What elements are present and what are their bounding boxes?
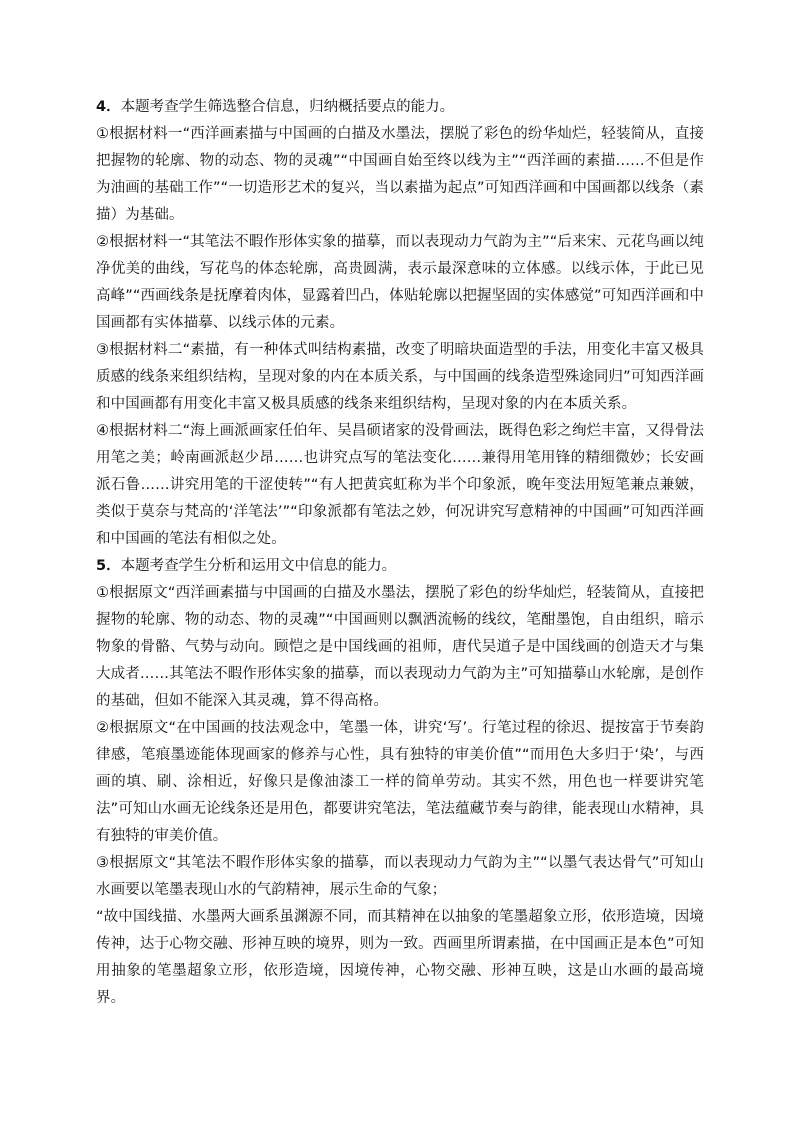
section-5-heading — [96, 553, 704, 580]
section-4-title: 本题考查学生筛选整合信息，归纳概括要点的能力。 — [120, 99, 455, 115]
section-4-item-2: ②根据材料一“其笔法不暇作形体实象的描摹，而以表现动力气韵为主”“后来宋、元花鸟画以纯净优美的曲线，写花鸟的体态轮廓，高贵圆满，表示最深意味的立体感。以线示体，于此已见高峰”“西画线条是抚摩着肉体，显露着凹凸，体贴轮廓以把握坚固的实体感觉”可知西洋画和中国画都有实体描摹、以线示体的元素。 — [96, 234, 704, 331]
section-4-item-3: ③根据材料二“素描，有一种体式叫结构素描，改变了明暗块面造型的手法，用变化丰富又极具质感的线条来组织结构，呈现对象的内在本质关系，与中国画的线条造型殊途同归”可知西洋画和中国画都有用变化丰富又极具质感的线条来组织结构，呈现对象的内在本质关系。 — [96, 342, 704, 412]
section-5-title: 本题考查学生分析和运用文中信息的能力。 — [120, 558, 397, 574]
section-5-number: 5． — [96, 558, 121, 574]
section-5-item-4: “故中国线描、水墨两大画系虽渊源不同，而其精神在以抽象的笔墨超象立形，依形造境，因境传神，达于心物交融、形神互映的境界，则为一致。西画里所谓素描，在中国画正是本色”可知用抽象的笔墨超象立形，依形造境，因境传神，心物交融、形神互映，这是山水画的最高境界。 — [96, 909, 704, 1006]
section-4-heading — [96, 94, 704, 121]
section-5-item-1: ①根据原文“西洋画素描与中国画的白描及水墨法，摆脱了彩色的纷华灿烂，轻装简从，直接把握物的轮廓、物的动态、物的灵魂”“中国画则以飘洒流畅的线纹，笔酣墨饱，自由组织，暗示物象的骨骼、气势与动向。顾恺之是中国线画的祖师，唐代吴道子是中国线画的创造天才与集大成者……其笔法不暇作形体实象的描摹，而以表现动力气韵为主”可知描摹山水轮廓，是创作的基础，但如不能深入其灵魂，算不得高格。 — [96, 585, 704, 709]
section-5-item-2: ②根据原文“在中国画的技法观念中，笔墨一体，讲究‘写’。行笔过程的徐迟、提按富于节奏韵律感，笔痕墨迹能体现画家的修养与心性，具有独特的审美价值”“而用色大多归于‘染’，与西画的填、刷、涂相近，好像只是像油漆工一样的简单劳动。其实不然，用色也一样要讲究笔法”可知山水画无论线条还是用色，都要讲究笔法，笔法蕴藏节奏与韵律，能表现山水精神，具有独特的审美价值。 — [96, 720, 704, 844]
section-4-item-4: ④根据材料二“海上画派画家任伯年、吴昌硕诸家的没骨画法，既得色彩之绚烂丰富，又得骨法用笔之美；岭南画派赵少昂……也讲究点写的笔法变化……兼得用笔用锋的精细微妙；长安画派石鲁……讲究用笔的干涩使转”“有人把黄宾虹称为半个印象派，晚年变法用短笔兼点兼皴，类似于莫奈与梵高的‘洋笔法’”“印象派都有笔法之妙，何况讲究写意精神的中国画”可知西洋画和中国画的笔法有相似之处。 — [96, 423, 704, 547]
section-4-item-1: ①根据材料一“西洋画素描与中国画的白描及水墨法，摆脱了彩色的纷华灿烂，轻装简从，直接把握物的轮廓、物的动态、物的灵魂”“中国画自始至终以线为主”“西洋画的素描……不但是作为油画的基础工作”“一切造形艺术的复兴，当以素描为起点”可知西洋画和中国画都以线条（素描）为基础。 — [96, 126, 704, 223]
section-5-item-3: ③根据原文“其笔法不暇作形体实象的描摹，而以表现动力气韵为主”“以墨气表达骨气”可知山水画要以笔墨表现山水的气韵精神，展示生命的气象； — [96, 855, 704, 898]
section-4-number: 4． — [96, 99, 121, 115]
